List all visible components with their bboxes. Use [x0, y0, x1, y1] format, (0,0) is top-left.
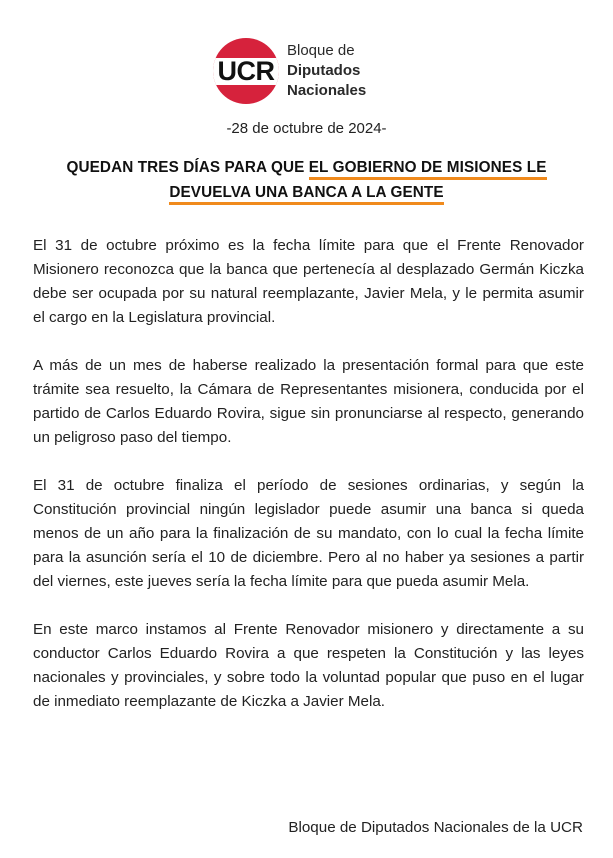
title-highlight-2: DEVUELVA UNA BANCA A LA GENTE: [169, 184, 443, 205]
paragraph: A más de un mes de haberse realizado la presentación formal para que este trámite sea resuelto, la Cámara de Representantes misionera, conducida por el partido de Carlos Eduardo Rovira, sigue sin pronunciarse al respecto, generando un peligroso paso del tiempo.: [33, 357, 584, 446]
org-line-3: Nacionales: [287, 82, 367, 99]
logo-text: UCR: [217, 56, 275, 86]
ucr-logo: [213, 38, 279, 104]
paragraph: El 31 de octubre próximo es la fecha límite para que el Frente Renovador Misionero reconozca que la banca que pertenecía al desplazado Germán Kiczka debe ser ocupada por su natural reemplazante, Javier Mela, y le permita asumir el cargo en la Legislatura provincial.: [33, 237, 584, 326]
paragraph: En este marco instamos al Frente Renovador misionero y directamente a su conductor Carlos Eduardo Rovira a que respeten la Constitución y las leyes nacionales y provinciales, y sobre todo la voluntad popular que puso en el lugar de inmediato reemplazante de Kiczka a Javier Mela.: [33, 621, 584, 710]
org-line-2: Diputados: [287, 62, 361, 79]
title-plain: QUEDAN TRES DÍAS PARA QUE: [66, 159, 309, 176]
document-date: -28 de octubre de 2024-: [226, 120, 387, 137]
paragraph: El 31 de octubre finaliza el período de sesiones ordinarias, y según la Constitución provincial ningún legislador puede asumir una banca si queda menos de un año para la finalización de su mandato, con lo cual la fecha límite para la asunción sería el 10 de diciembre. Pero al no haber ya sesiones a partir del viernes, este jueves sería la fecha límite para que pueda asumir Mela.: [33, 477, 584, 590]
header: [213, 38, 403, 104]
document-body: [33, 234, 584, 738]
org-line-1: Bloque de: [287, 42, 355, 59]
org-name: [287, 41, 407, 101]
title-highlight-1: EL GOBIERNO DE MISIONES LE: [309, 159, 547, 180]
signature: Bloque de Diputados Nacionales de la UCR: [288, 819, 583, 836]
document-title: [30, 155, 583, 205]
